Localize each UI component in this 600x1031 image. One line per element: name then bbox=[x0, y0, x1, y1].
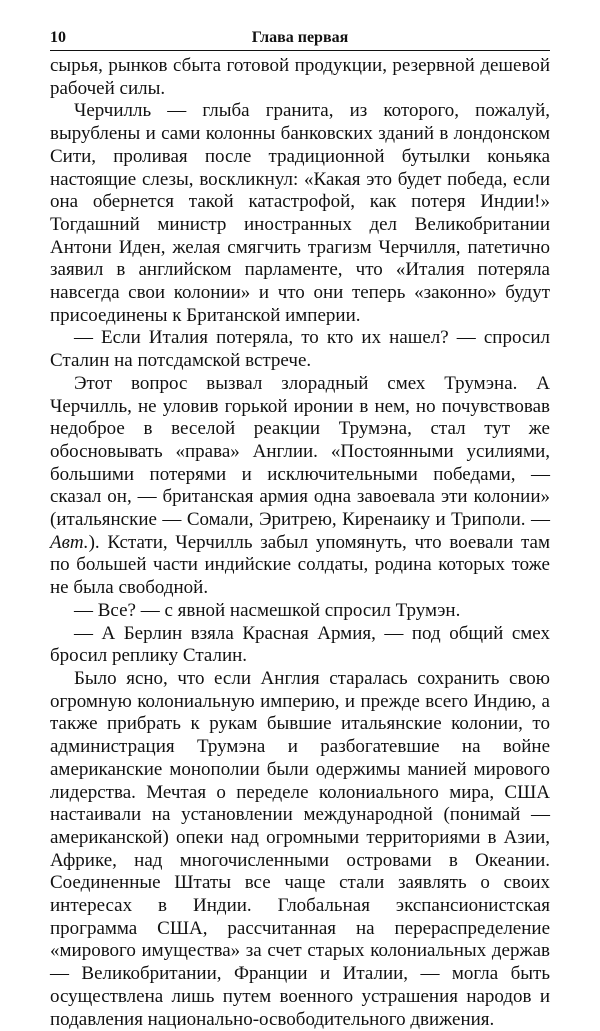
paragraph-stalin-berlin: — А Берлин взяла Красная Армия, — под общий смех бросил реплику Сталин. bbox=[50, 622, 550, 667]
header-rule bbox=[50, 50, 550, 51]
book-page bbox=[50, 26, 550, 1031]
author-abbreviation: Авт. bbox=[50, 531, 89, 553]
page-number: 10 bbox=[50, 29, 66, 46]
paragraph-conclusion: Было ясно, что если Англия старалась сохранить свою огромную колониальную империю, и прежде всего Индию, а также прибрать к рукам бывшие итальянские колонии, то администрация Трумэна и разбогатевшие на войне американские монополии были одержимы манией мирового лидерства. Мечтая о переделе колониального мира, США настаивали на установлении международной (понимай — американской) опеки над огромными территориями в Азии, Африке, над многочисленными островами в Океании. Соединенные Штаты все чаще стали заявлять о своих интересах в Индии. Глобальная экспансионистская программа США, рассчитанная на перераспределение «мирового имущества» за счет старых колониальных держав — Великобритании, Франции и Италии, — могла быть осуществлена лишь путем военного устрашения народов и подавления национально-освободительного движения. bbox=[50, 667, 550, 1030]
page-header bbox=[50, 26, 550, 50]
paragraph-truman-reply: — Все? — с явной насмешкой спросил Трумэн. bbox=[74, 599, 461, 621]
paragraph-continuation: сырья, рынков сбыта готовой продукции, резервной дешевой рабочей силы. bbox=[50, 55, 550, 99]
paragraph-truman-laugh-text: Этот вопрос вызвал злорадный смех Трумэна. А Черчилль, не уловив горькой иронии в нем, но почувствовав недоброе в веселой реакции Трумэна, стал тут же обосновывать «права» Англии. «Постоянными усилиями, большими потерями и исключительными победами, — сказал он, — британская армия одна завоевала эти колонии» (итальянские — Сомали, Эритрею, Киренаику и Триполи. — bbox=[50, 372, 550, 531]
paragraph-truman-laugh bbox=[50, 373, 550, 600]
chapter-title: Глава первая bbox=[251, 29, 349, 46]
paragraph-stalin-question: — Если Италия потеряла, то кто их нашел? — спросил Сталин на потсдамской встрече. bbox=[50, 327, 550, 372]
paragraph-churchill-quote: Черчилль — глыба гранита, из которого, пожалуй, вырублены и сами колонны банковских зданий в лондонском Сити, проливая после традиционной бутылки коньяка настоящие слезы, воскликнул: «Какая это будет победа, если она обернется такой катастрофой, как потеря Индии!» Тогдашний министр иностранных дел Великобритании Антони Иден, желая смягчить трагизм Черчилля, патетично заявил в английском парламенте, что «Италия потеряла навсегда свои колонии» и что они теперь «законно» будут присоединены к Британской империи. bbox=[50, 100, 550, 326]
page-body bbox=[50, 55, 550, 1031]
paragraph-truman-laugh-text-end: ). Кстати, Черчилль забыл упомянуть, что воевали там по большей части индийские солдаты, родина которых тоже не была свободной. bbox=[50, 531, 550, 599]
